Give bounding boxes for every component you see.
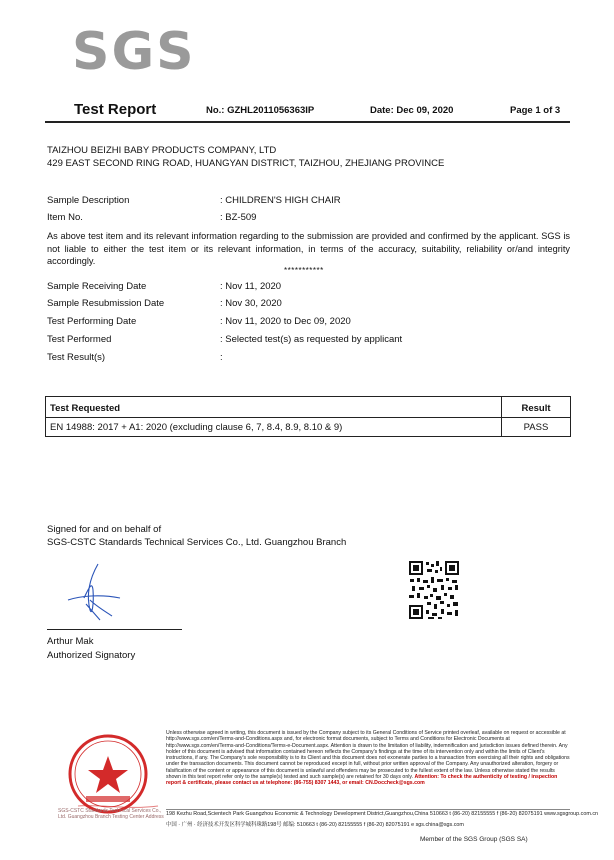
terms-fine-print	[166, 730, 570, 787]
footer-divider	[166, 809, 570, 810]
terms-text: Unless otherwise agreed in writing, this document is issued by the Company subject to its General Conditions of Service printed overleaf, available on request or accessible at http://www.sgs.com/en/Terms-and-Conditions.aspx and, for electronic format documents, subject to Terms and Conditions for Electronic Documents at http://www.sgs.com/en/Terms-and-Conditions/Terms-e-Document.aspx. Attention is drawn to the limitation of liability, indemnification and jurisdiction issues defined therein. Any holder of this document is advised that information contained hereon reflects the Company's findings at the time of its intervention only and within the limits of Client's instructions, if any. The Company's sole responsibility is to its Client and this document does not exonerate parties to a transaction from exercising all their rights and obligations under the transaction documents. This document cannot be reproduced except in full, without prior written approval of the Company. Any unauthorized alteration, forgery or falsification of the content or appearance of this document is unlawful and offenders may be prosecuted to the fullest extent of the law. Unless otherwise stated the results shown in this test report refer only to the sample(s) tested and such sample(s) are retained for 30 days only.	[166, 730, 570, 781]
disclaimer-paragraph: As above test item and its relevant information regarding to the submission are provided and confirmed by the applicant. SGS is not liable to either the test item or its relevant information, in terms of the accuracy, suitability, reliability or/and integrity accordingly.	[47, 231, 570, 266]
company-name: TAIZHOU BEIZHI BABY PRODUCTS COMPANY, LTD	[47, 145, 277, 156]
result-cell: PASS	[502, 418, 571, 437]
company-address: 429 EAST SECOND RING ROAD, HUANGYAN DISTRICT, TAIZHOU, ZHEJIANG PROVINCE	[47, 157, 445, 169]
signed-on-behalf: Signed for and on behalf of	[47, 524, 162, 535]
resubmission-date-value: : Nov 30, 2020	[220, 298, 282, 309]
receiving-date-label: Sample Receiving Date	[47, 281, 147, 292]
col-result: Result	[502, 397, 571, 418]
signatory-name: Arthur Mak	[47, 636, 94, 647]
performing-date-value: : Nov 11, 2020 to Dec 09, 2020	[220, 316, 351, 327]
receiving-date-value: : Nov 11, 2020	[220, 281, 282, 292]
performing-date-label: Test Performing Date	[47, 316, 137, 327]
item-no-label: Item No.	[47, 212, 83, 223]
test-performed-value: : Selected test(s) as requested by applicant	[220, 334, 403, 345]
authenticity-notice: Attention: To check the authenticity of testing / inspection report & certificate, please contact us at telephone: (86-755) 8307 1443, or email: CN.Doccheck@sgs.com	[166, 774, 558, 787]
signature-line	[47, 629, 182, 630]
test-requested-cell: EN 14988: 2017 + A1: 2020 (excluding clause 6, 7, 8.4, 8.9, 8.10 & 9)	[46, 418, 502, 437]
signing-company: SGS-CSTC Standards Technical Services Co., Ltd. Guangzhou Branch	[47, 537, 347, 548]
sample-description-value: : CHILDREN'S HIGH CHAIR	[220, 195, 341, 206]
handwritten-signature	[60, 560, 130, 622]
member-of-sgs-group: Member of the SGS Group (SGS SA)	[420, 836, 528, 843]
report-date: Date: Dec 09, 2020	[370, 105, 454, 116]
signatory-role: Authorized Signatory	[47, 650, 136, 661]
footer-address-cn: 中国 · 广州 · 经济技术开发区科学城科珠路198号 邮编: 510663 t (86-20) 82155555 f (86-20) 82075191 e sgs.china@sgs.com	[166, 822, 464, 828]
resubmission-date-label: Sample Resubmission Date	[47, 298, 165, 309]
sample-description-label: Sample Description	[47, 195, 130, 206]
separator-stars: ***********	[284, 266, 324, 275]
stamp-caption: SGS-CSTC Standards Technical Services Co., Ltd. Guangzhou Branch Testing Center Address	[58, 808, 164, 820]
test-performed-label: Test Performed	[47, 334, 112, 345]
qr-code	[408, 560, 460, 620]
page-number: Page 1 of 3	[510, 105, 561, 116]
results-table	[45, 396, 571, 437]
item-no-value: : BZ-509	[220, 212, 257, 223]
table-row	[46, 418, 571, 437]
test-results-value: :	[220, 352, 223, 363]
company-block	[47, 145, 444, 170]
sgs-logo: SGS	[72, 22, 196, 82]
footer-address-en: 198 Kezhu Road,Scientech Park Guangzhou Economic & Technology Development District,Guangzhou,China 510663 t (86-20) 82155555 f (86-20) 82075191 www.sgsgroup.com.cn	[166, 811, 599, 817]
report-number: No.: GZHL2011056363IP	[206, 105, 315, 116]
col-test-requested: Test Requested	[46, 397, 502, 418]
table-header-row	[46, 397, 571, 418]
test-results-label: Test Result(s)	[47, 352, 106, 363]
report-title: Test Report	[74, 101, 157, 118]
header-divider	[45, 121, 570, 123]
